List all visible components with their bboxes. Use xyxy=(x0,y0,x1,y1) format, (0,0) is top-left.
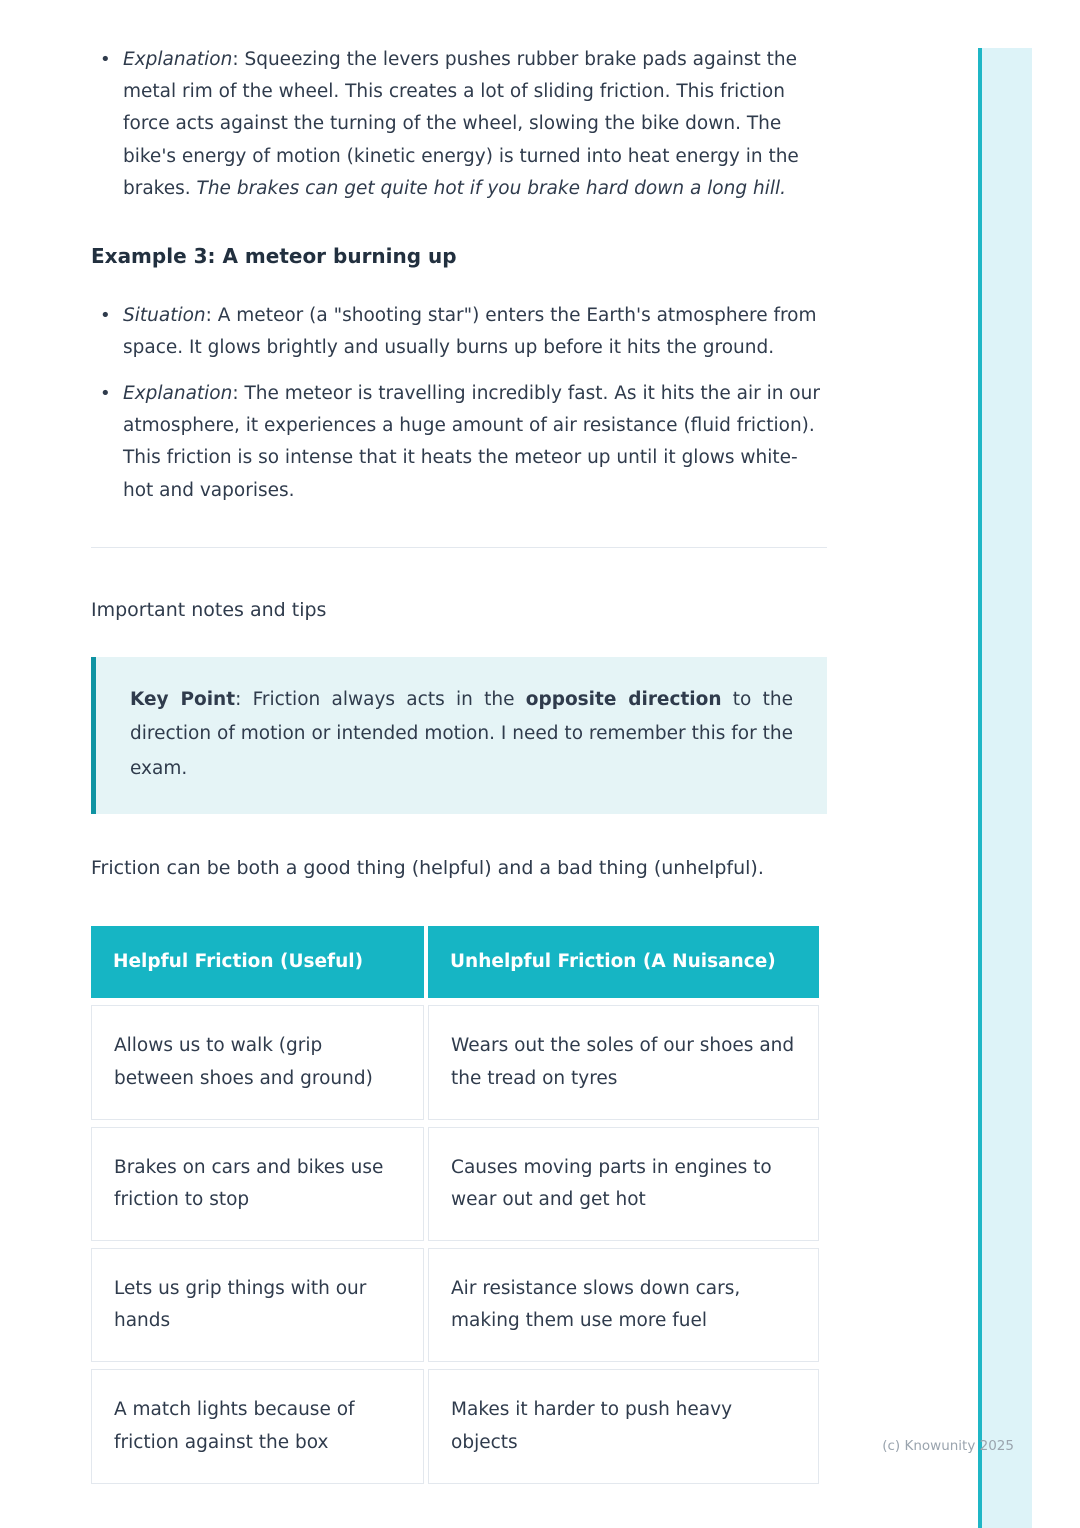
notes-heading: Important notes and tips xyxy=(91,598,327,621)
table-cell-unhelpful: Causes moving parts in engines to wear out and get hot xyxy=(428,1127,819,1241)
brake-explanation-body: : Squeezing the levers pushes rubber brake pads against the metal rim of the wheel. This creates a lot of sliding friction. This friction force acts against the turning of the wheel, slowing the bike down. The bike's energy of motion (kinetic energy) is turned into heat energy in the brakes. xyxy=(123,49,799,199)
table-cell-helpful: Lets us grip things with our hands xyxy=(91,1248,424,1362)
table-cell-unhelpful: Air resistance slows down cars, making them use more fuel xyxy=(428,1248,819,1362)
friction-comparison-table xyxy=(87,919,823,1491)
key-point-bold-term: opposite direction xyxy=(525,688,722,710)
situation-body: : A meteor (a "shooting star") enters the Earth's atmosphere from space. It glows brightly and usually burns up before it hits the ground. xyxy=(123,304,817,358)
document-content xyxy=(91,0,827,1491)
key-point-text xyxy=(130,683,793,786)
friction-intro-paragraph: Friction can be both a good thing (helpful) and a bad thing (unhelpful). xyxy=(91,857,764,880)
bullet-marker: • xyxy=(100,49,111,70)
example3-heading: Example 3: A meteor burning up xyxy=(91,243,457,268)
key-point-body-2: to the direction of motion or intended motion. I need to remember this for the exam. xyxy=(130,688,793,779)
bullet-marker: • xyxy=(100,304,111,326)
bullet-marker: • xyxy=(100,383,111,405)
brake-explanation-text xyxy=(123,44,827,205)
section-divider xyxy=(91,547,827,548)
table-row xyxy=(91,1248,819,1362)
copyright-notice: (c) Knowunity 2025 xyxy=(882,1438,1014,1454)
list-item xyxy=(91,378,827,507)
table-cell-unhelpful: Makes it harder to push heavy objects xyxy=(428,1369,819,1483)
page-edge-strip xyxy=(978,48,1032,1528)
table-header-row xyxy=(91,926,819,998)
situation-label: Situation xyxy=(123,304,206,326)
table-cell-helpful: A match lights because of friction against the box xyxy=(91,1369,424,1483)
key-point-label: Key Point xyxy=(130,688,236,710)
brake-explanation-italic-note: The brakes can get quite hot if you brake hard down a long hill. xyxy=(196,177,787,199)
situation-text xyxy=(123,300,827,364)
table-row xyxy=(91,1005,819,1119)
table-header-helpful: Helpful Friction (Useful) xyxy=(91,926,424,998)
list-item xyxy=(91,44,827,205)
explanation-label: Explanation xyxy=(123,383,233,405)
brake-explanation-list xyxy=(91,44,827,205)
table-row xyxy=(91,1369,819,1483)
table-cell-helpful: Allows us to walk (grip between shoes and ground) xyxy=(91,1005,424,1119)
table-header-unhelpful: Unhelpful Friction (A Nuisance) xyxy=(428,926,819,998)
meteor-explanation-body: : The meteor is travelling incredibly fast. As it hits the air in our atmosphere, it experiences a huge amount of air resistance (fluid friction). This friction is so intense that it heats the meteor up until it glows white-hot and vaporises. xyxy=(123,383,820,501)
meteor-explanation-text xyxy=(123,378,827,507)
meteor-list xyxy=(91,300,827,507)
list-item xyxy=(91,300,827,364)
table-row xyxy=(91,1127,819,1241)
table-cell-unhelpful: Wears out the soles of our shoes and the tread on tyres xyxy=(428,1005,819,1119)
key-point-callout xyxy=(91,657,827,814)
table-cell-helpful: Brakes on cars and bikes use friction to stop xyxy=(91,1127,424,1241)
key-point-body-1: : Friction always acts in the xyxy=(235,688,526,710)
explanation-label: Explanation xyxy=(123,49,233,70)
